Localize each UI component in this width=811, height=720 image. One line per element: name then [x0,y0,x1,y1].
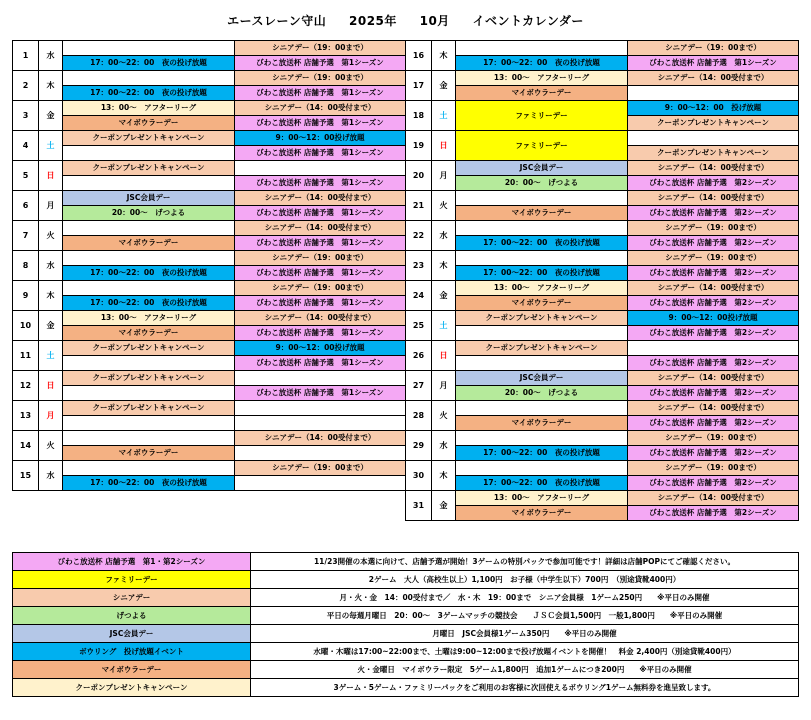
legend-description: 3ゲーム・5ゲーム・ファミリーパックをご利用のお客様に次回使えるボウリング1ゲーム無料券を進呈致します。 [251,679,799,697]
event-mybowler: マイボウラーデー [456,296,628,311]
event-senior19: シニアデー（19：00まで） [628,431,799,446]
legend-row [13,643,799,661]
event-biwako2: びわこ放送杯 店舗予選 第2シーズン [628,176,799,191]
day-of-week: 水 [432,431,456,461]
event-coupon: クーポンプレゼントキャンペーン [63,161,235,176]
empty-slot [63,356,235,371]
event-coupon: クーポンプレゼントキャンペーン [63,341,235,356]
event-biwako2: びわこ放送杯 店舗予選 第2シーズン [628,236,799,251]
day-row [13,131,406,146]
day-of-week: 木 [432,41,456,71]
day-row [13,296,406,311]
day-number: 7 [13,221,39,251]
day-of-week: 金 [39,311,63,341]
day-row [406,191,799,206]
day-of-week: 日 [39,371,63,401]
event-senior14: シニアデー（14：00受付まで） [628,401,799,416]
event-sat9: 9：00～12：00投げ放題 [235,341,406,356]
event-mybowler: マイボウラーデー [456,416,628,431]
event-coupon: クーポンプレゼントキャンペーン [456,341,628,356]
day-of-week: 火 [432,401,456,431]
empty-slot [63,71,235,86]
day-row [13,446,406,461]
event-getsuyoru: 20：00～ げつよる [456,176,628,191]
day-of-week: 土 [39,341,63,371]
legend-row [13,571,799,589]
legend-row [13,679,799,697]
day-number: 12 [13,371,39,401]
day-row [406,281,799,296]
day-row [13,311,406,326]
event-senior14: シニアデー（14：00受付まで） [235,191,406,206]
event-mybowler: マイボウラーデー [456,206,628,221]
day-number: 2 [13,71,39,101]
event-jsc: JSC会員デー [63,191,235,206]
event-biwako2: びわこ放送杯 店舗予選 第2シーズン [628,266,799,281]
legend-name: ファミリーデー [13,571,251,589]
event-senior14: シニアデー（14：00受付まで） [628,161,799,176]
day-row [13,431,406,446]
empty-slot [235,446,406,461]
day-row [406,476,799,491]
legend-name: マイボウラーデー [13,661,251,679]
day-of-week: 金 [432,491,456,521]
empty-slot [63,461,235,476]
day-row [406,251,799,266]
day-row [406,446,799,461]
event-jsc: JSC会員デー [456,371,628,386]
day-number: 5 [13,161,39,191]
day-row [406,311,799,326]
empty-slot [456,401,628,416]
day-number: 20 [406,161,432,191]
day-row [13,266,406,281]
empty-slot [456,41,628,56]
day-row [13,221,406,236]
day-number: 4 [13,131,39,161]
day-row [13,146,406,161]
event-biwako1: びわこ放送杯 店舗予選 第1シーズン [235,56,406,71]
empty-slot [63,281,235,296]
legend-name: クーポンプレゼントキャンペーン [13,679,251,697]
event-biwako2: びわこ放送杯 店舗予選 第2シーズン [628,326,799,341]
event-family: ファミリーデー [456,131,628,161]
event-night: 17：00～22：00 夜の投げ放題 [63,56,235,71]
day-of-week: 金 [432,71,456,101]
day-of-week: 木 [39,71,63,101]
day-of-week: 金 [39,101,63,131]
day-row [406,371,799,386]
event-biwako2: びわこ放送杯 店舗予選 第2シーズン [628,416,799,431]
day-number: 8 [13,251,39,281]
event-senior14: シニアデー（14：00受付まで） [628,71,799,86]
empty-slot [628,86,799,101]
legend-name: びわこ放送杯 店舗予選 第1・第2シーズン [13,553,251,571]
event-biwako2: びわこ放送杯 店舗予選 第2シーズン [628,356,799,371]
event-senior19: シニアデー（19：00まで） [235,41,406,56]
day-row [406,296,799,311]
legend-description: 火・金曜日 マイボウラー限定 5ゲーム1,800円 追加1ゲームにつき200円 ※平日のみ開催 [251,661,799,679]
day-row [13,386,406,401]
day-of-week: 金 [432,281,456,311]
day-row [406,131,799,146]
empty-slot [63,221,235,236]
event-coupon: クーポンプレゼントキャンペーン [63,371,235,386]
event-senior19: シニアデー（19：00まで） [628,461,799,476]
event-senior19: シニアデー（19：00まで） [235,281,406,296]
day-of-week: 日 [39,161,63,191]
day-row [406,221,799,236]
empty-slot [456,431,628,446]
event-biwako2: びわこ放送杯 店舗予選 第2シーズン [628,446,799,461]
empty-slot [235,401,406,416]
event-coupon: クーポンプレゼントキャンペーン [628,146,799,161]
event-senior19: シニアデー（19：00まで） [628,251,799,266]
day-of-week: 水 [39,41,63,71]
day-row [406,431,799,446]
day-row [406,86,799,101]
day-number: 10 [13,311,39,341]
event-night: 17：00～22：00 夜の投げ放題 [456,236,628,251]
event-biwako2: びわこ放送杯 店舗予選 第2シーズン [628,296,799,311]
day-row [406,491,799,506]
day-row [406,101,799,116]
legend-table [12,552,799,697]
legend-name: JSC会員デー [13,625,251,643]
empty-slot [235,476,406,491]
event-biwako1: びわこ放送杯 店舗予選 第1シーズン [235,266,406,281]
day-number: 19 [406,131,432,161]
event-coupon: クーポンプレゼントキャンペーン [628,116,799,131]
day-row [13,41,406,56]
day-of-week: 日 [432,341,456,371]
day-row [406,326,799,341]
event-mybowler: マイボウラーデー [63,326,235,341]
day-row [406,206,799,221]
event-biwako2: びわこ放送杯 店舗予選 第2シーズン [628,386,799,401]
empty-slot [456,356,628,371]
event-mybowler: マイボウラーデー [456,506,628,521]
event-night: 17：00～22：00 夜の投げ放題 [63,86,235,101]
day-row [406,416,799,431]
day-row [406,71,799,86]
day-row [13,371,406,386]
day-row [406,266,799,281]
empty-slot [235,416,406,431]
legend-row [13,625,799,643]
empty-slot [456,326,628,341]
day-number: 3 [13,101,39,131]
day-number: 30 [406,461,432,491]
event-biwako1: びわこ放送杯 店舗予選 第1シーズン [235,386,406,401]
legend-description: 11/23開催の本選に向けて、店舗予選が開始！3ゲームの特別パックで参加可能です！詳細は店舗POPにてご確認ください。 [251,553,799,571]
legend-name: シニアデー [13,589,251,607]
event-biwako2: びわこ放送杯 店舗予選 第2シーズン [628,506,799,521]
legend-row [13,553,799,571]
empty-slot [456,221,628,236]
venue-name: エースレーン守山 [227,14,327,28]
day-row [13,236,406,251]
day-number: 23 [406,251,432,281]
day-row [13,461,406,476]
event-biwako2: びわこ放送杯 店舗予選 第2シーズン [628,476,799,491]
event-biwako1: びわこ放送杯 店舗予選 第1シーズン [235,326,406,341]
event-senior14: シニアデー（14：00受付まで） [235,221,406,236]
day-number: 28 [406,401,432,431]
day-number: 14 [13,431,39,461]
empty-slot [628,131,799,146]
empty-slot [63,431,235,446]
event-night: 17：00～22：00 夜の投げ放題 [63,296,235,311]
day-of-week: 火 [39,431,63,461]
event-night: 17：00～22：00 夜の投げ放題 [456,266,628,281]
day-of-week: 火 [432,191,456,221]
legend-description: 2ゲーム 大人（高校生以上）1,100円 お子様（中学生以下）700円 （別途貸靴400円） [251,571,799,589]
event-coupon: クーポンプレゼントキャンペーン [63,131,235,146]
day-of-week: 日 [432,131,456,161]
day-number: 17 [406,71,432,101]
day-of-week: 月 [432,371,456,401]
day-row [13,356,406,371]
day-row [13,101,406,116]
day-of-week: 火 [39,221,63,251]
event-biwako2: びわこ放送杯 店舗予選 第2シーズン [628,206,799,221]
day-row [13,71,406,86]
day-of-week: 木 [432,251,456,281]
event-senior19: シニアデー（19：00まで） [235,71,406,86]
event-biwako1: びわこ放送杯 店舗予選 第1シーズン [235,356,406,371]
empty-slot [235,371,406,386]
event-biwako1: びわこ放送杯 店舗予選 第1シーズン [235,176,406,191]
event-getsuyoru: 20：00～ げつよる [63,206,235,221]
day-row [13,191,406,206]
empty-slot [63,251,235,266]
day-row [13,476,406,491]
day-number: 6 [13,191,39,221]
day-number: 9 [13,281,39,311]
empty-slot [456,461,628,476]
day-row [406,56,799,71]
day-of-week: 水 [432,221,456,251]
event-mybowler: マイボウラーデー [63,236,235,251]
day-row [406,506,799,521]
day-number: 31 [406,491,432,521]
event-mybowler: マイボウラーデー [63,446,235,461]
day-row [406,401,799,416]
page-title [0,12,811,29]
event-senior14: シニアデー（14：00受付まで） [235,431,406,446]
event-biwako1: びわこ放送杯 店舗予選 第1シーズン [235,236,406,251]
day-row [406,461,799,476]
calendar-right [405,40,799,521]
empty-slot [63,386,235,401]
event-biwako1: びわこ放送杯 店舗予選 第1シーズン [235,296,406,311]
day-row [13,56,406,71]
day-of-week: 土 [432,311,456,341]
day-number: 21 [406,191,432,221]
day-of-week: 土 [39,131,63,161]
event-night: 17：00～22：00 夜の投げ放題 [63,476,235,491]
day-row [406,161,799,176]
day-number: 25 [406,311,432,341]
day-row [13,401,406,416]
legend-row [13,589,799,607]
empty-slot [63,416,235,431]
event-night: 17：00～22：00 夜の投げ放題 [63,266,235,281]
event-mybowler: マイボウラーデー [456,86,628,101]
event-sat9: 9：00～12：00投げ放題 [628,311,799,326]
event-senior14: シニアデー（14：00受付まで） [628,491,799,506]
legend-description: 月曜日 JSC会員様1ゲーム350円 ※平日のみ開催 [251,625,799,643]
day-row [13,341,406,356]
event-senior14: シニアデー（14：00受付まで） [628,191,799,206]
legend-name: げつよる [13,607,251,625]
day-of-week: 木 [39,281,63,311]
legend-description: 月・火・金 14：00受付まで／ 水・木 19：00まで シニア会員様 1ゲーム250円 ※平日のみ開催 [251,589,799,607]
event-biwako1: びわこ放送杯 店舗予選 第1シーズン [628,56,799,71]
day-of-week: 水 [39,251,63,281]
event-getsuyoru: 20：00～ げつよる [456,386,628,401]
day-of-week: 月 [39,191,63,221]
empty-slot [63,41,235,56]
day-number: 1 [13,41,39,71]
day-number: 22 [406,221,432,251]
day-row [406,341,799,356]
empty-slot [235,161,406,176]
event-biwako1: びわこ放送杯 店舗予選 第1シーズン [235,116,406,131]
day-row [13,281,406,296]
event-biwako1: びわこ放送杯 店舗予選 第1シーズン [235,146,406,161]
event-afterleague: 13：00～ アフターリーグ [63,311,235,326]
day-row [13,326,406,341]
empty-slot [456,191,628,206]
day-row [13,206,406,221]
month: 10月 [419,14,450,28]
empty-slot [63,146,235,161]
event-afterleague: 13：00～ アフターリーグ [63,101,235,116]
day-of-week: 土 [432,101,456,131]
day-number: 27 [406,371,432,401]
event-night: 17：00～22：00 夜の投げ放題 [456,446,628,461]
day-number: 13 [13,401,39,431]
day-row [406,176,799,191]
day-row [13,116,406,131]
legend-row [13,661,799,679]
day-number: 18 [406,101,432,131]
legend-description: 平日の毎週月曜日 20：00～ 3ゲームマッチの競技会 ＪＳＣ会員1,500円 一般1,800円 ※平日のみ開催 [251,607,799,625]
day-row [406,236,799,251]
day-of-week: 月 [39,401,63,431]
empty-slot [63,176,235,191]
event-jsc: JSC会員デー [456,161,628,176]
event-senior14: シニアデー（14：00受付まで） [628,281,799,296]
event-afterleague: 13：00～ アフターリーグ [456,491,628,506]
event-senior14: シニアデー（14：00受付まで） [235,101,406,116]
day-number: 11 [13,341,39,371]
legend-name: ボウリング 投げ放題イベント [13,643,251,661]
year: 2025年 [349,14,397,28]
event-sat9: 9：00～12：00投げ放題 [235,131,406,146]
event-senior19: シニアデー（19：00まで） [628,41,799,56]
empty-slot [456,251,628,266]
calendar-left [12,40,406,491]
event-night: 17：00～22：00 夜の投げ放題 [456,476,628,491]
event-coupon: クーポンプレゼントキャンペーン [456,311,628,326]
day-number: 15 [13,461,39,491]
empty-slot [628,341,799,356]
day-row [406,386,799,401]
day-row [406,41,799,56]
day-number: 26 [406,341,432,371]
day-row [13,176,406,191]
event-senior19: シニアデー（19：00まで） [235,251,406,266]
day-number: 29 [406,431,432,461]
legend-row [13,607,799,625]
event-afterleague: 13：00～ アフターリーグ [456,281,628,296]
day-row [13,416,406,431]
day-of-week: 水 [39,461,63,491]
day-row [13,86,406,101]
event-night: 17：00～22：00 夜の投げ放題 [456,56,628,71]
legend-description: 水曜・木曜は17:00~22:00まで、土曜は9:00~12:00まで投げ放題イベントを開催！ 料金 2,400円（別途貸靴400円） [251,643,799,661]
event-sat9b: 9：00～12：00 投げ放題 [628,101,799,116]
event-senior14: シニアデー（14：00受付まで） [235,311,406,326]
event-senior14: シニアデー（14：00受付まで） [628,371,799,386]
event-afterleague: 13：00～ アフターリーグ [456,71,628,86]
day-of-week: 月 [432,161,456,191]
event-biwako1: びわこ放送杯 店舗予選 第1シーズン [235,206,406,221]
day-number: 16 [406,41,432,71]
day-row [13,161,406,176]
day-number: 24 [406,281,432,311]
event-senior19: シニアデー（19：00まで） [628,221,799,236]
day-of-week: 木 [432,461,456,491]
event-coupon: クーポンプレゼントキャンペーン [63,401,235,416]
event-mybowler: マイボウラーデー [63,116,235,131]
day-row [13,251,406,266]
event-biwako1: びわこ放送杯 店舗予選 第1シーズン [235,86,406,101]
day-row [406,356,799,371]
event-family: ファミリーデー [456,101,628,131]
event-senior19: シニアデー（19：00まで） [235,461,406,476]
calendar-title: イベントカレンダー [472,14,584,28]
